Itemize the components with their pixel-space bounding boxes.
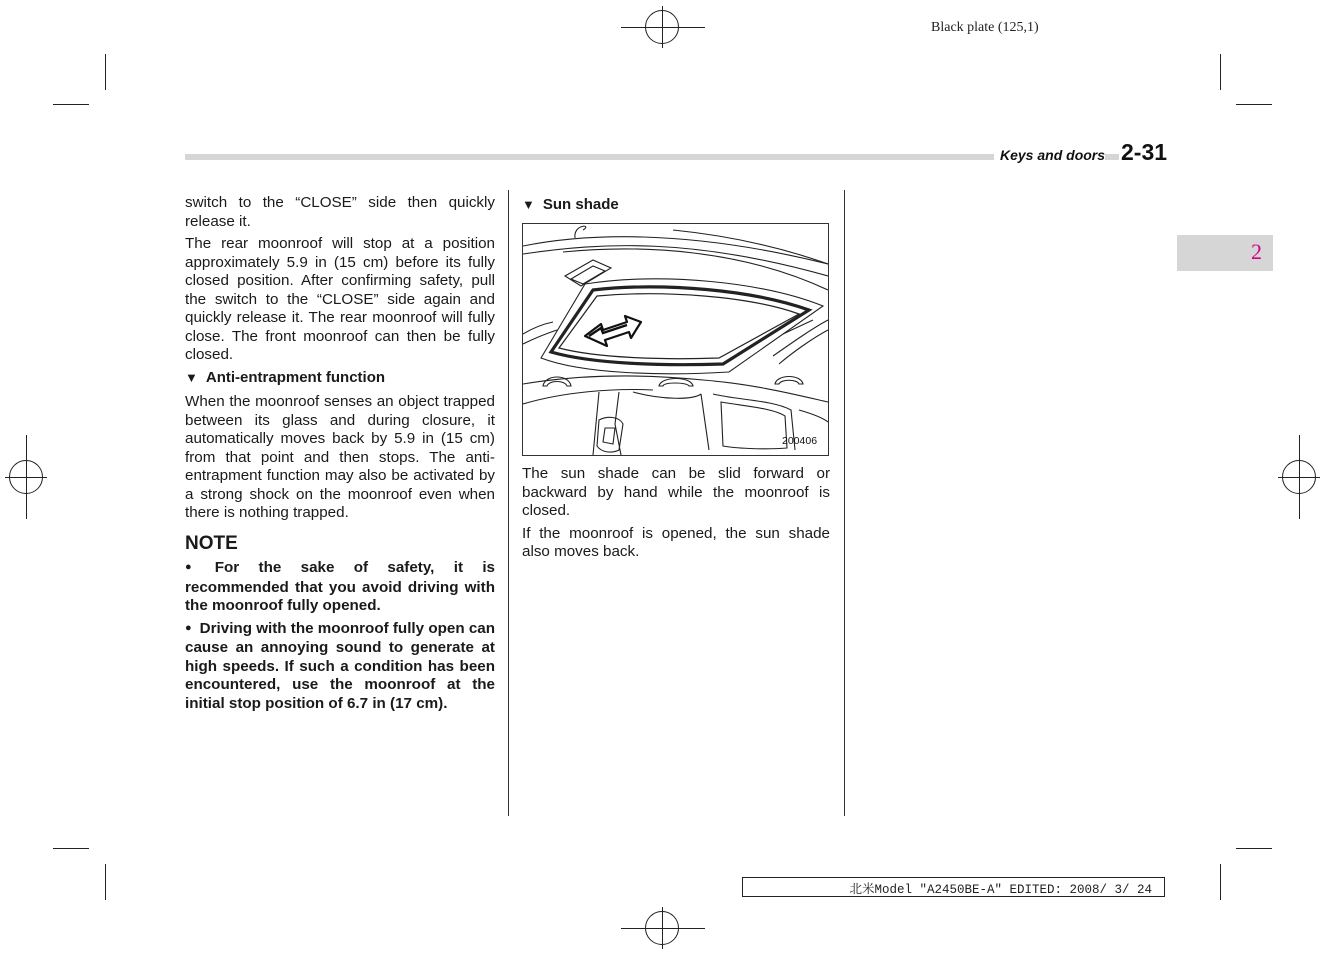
subheading-text: Sun shade: [542, 196, 619, 213]
chapter-number: 2: [1251, 239, 1262, 264]
moonroof-interior-drawing: [523, 224, 828, 455]
paragraph: The rear moonroof will stop at a position approximately 5.9 in (15 cm) before its fully closed position. After confirming safety, pull the switch to the “CLOSE” side again and quickly release it. The rear moonroof will fully close. The front moonroof can then be fully closed.: [185, 235, 495, 363]
paragraph: If the moonroof is opened, the sun shade also moves back.: [522, 524, 830, 560]
sun-shade-illustration: [522, 223, 829, 456]
page-number: 2-31: [1121, 139, 1168, 165]
note-item-text: Driving with the moonroof fully open can cause an annoying sound to generate at high speeds. If such a condition has been encountered, use the moonroof at the initial stop position of 6.7 in (17 cm).: [185, 619, 495, 712]
column-rule-right: [844, 190, 845, 816]
paragraph: The sun shade can be slid forward or backward by hand while the moonroof is closed.: [522, 465, 830, 519]
note-title: NOTE: [185, 532, 238, 554]
note-item: [185, 620, 495, 714]
triangle-bullet-icon: ▼: [185, 369, 198, 385]
plate-label: Black plate (125,1): [931, 20, 1039, 35]
note-item-text: For the sake of safety, it is recommended that you avoid driving with the moonroof fully opened.: [185, 559, 495, 614]
bullet-icon: ●: [185, 561, 207, 573]
slide-direction-arrow-icon: [585, 316, 641, 346]
subheading-anti-entrapment: [185, 369, 495, 388]
bullet-icon: ●: [185, 621, 192, 634]
header-section-title: Keys and doors: [994, 147, 1105, 163]
subheading-text: Anti-entrapment function: [205, 368, 386, 386]
left-column: [185, 194, 495, 717]
note-item: [185, 559, 495, 616]
subheading-sun-shade: [522, 196, 830, 215]
paragraph: When the moonroof senses an object trapped between its glass and during closure, it automatically moves back by 5.9 in (15 cm) from that point and then stops. The anti-entrapment function may also be activated by a strong shock on the moonroof even when there is nothing trapped.: [185, 393, 495, 521]
middle-column: [522, 196, 830, 221]
figure-code: 200406: [782, 435, 818, 447]
middle-column-text: [522, 465, 830, 566]
paragraph: switch to the “CLOSE” side then quickly release it.: [185, 194, 495, 230]
footer-edit-info: 北米Model "A2450BE-A" EDITED: 2008/ 3/ 24: [849, 883, 1152, 897]
chapter-tab: [1177, 235, 1273, 271]
footer-box: [742, 877, 1165, 897]
triangle-bullet-icon: ▼: [522, 197, 535, 212]
column-rule-left: [508, 190, 509, 816]
